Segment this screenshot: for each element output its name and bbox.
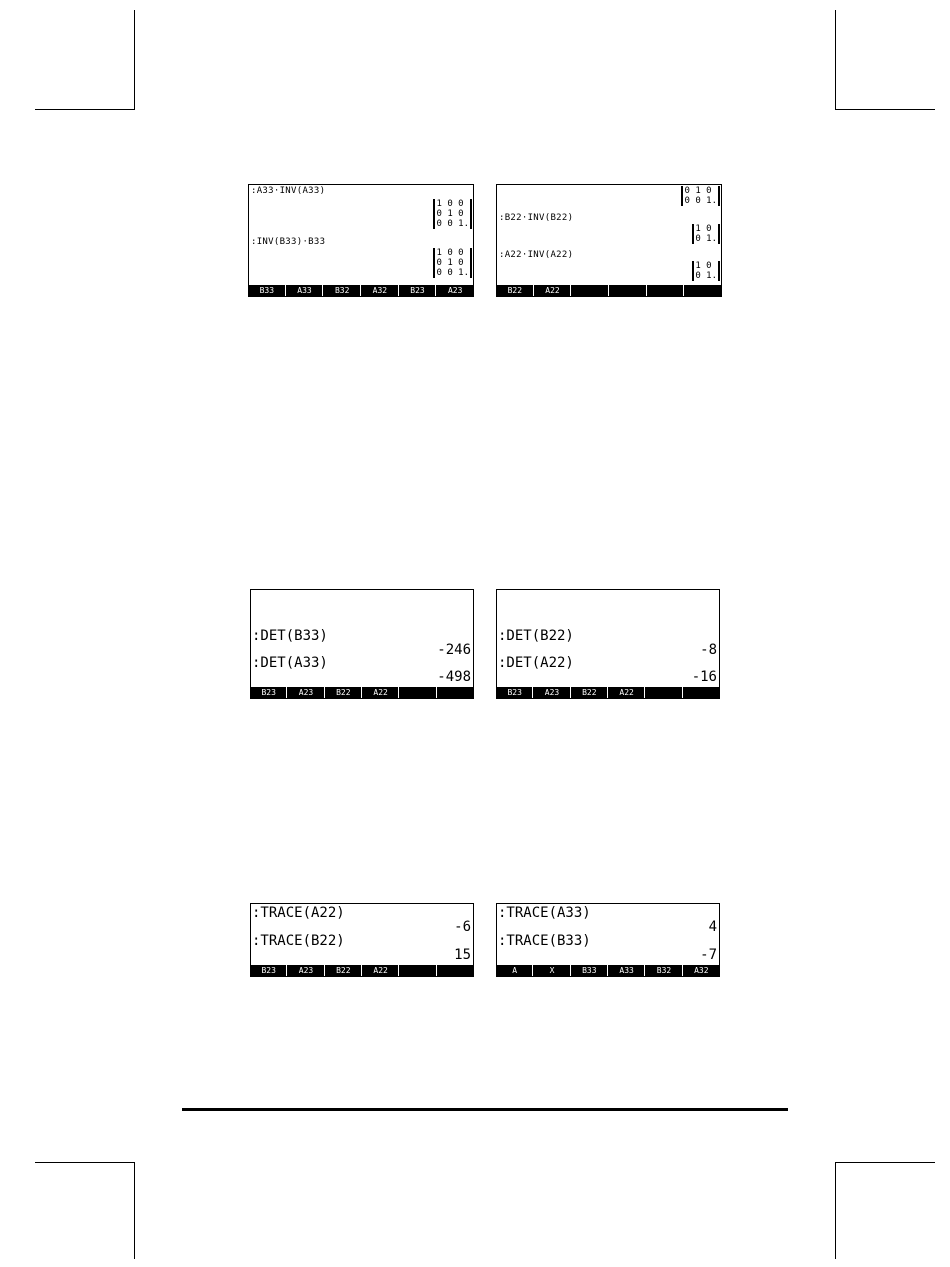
soft-menu-bar — [497, 285, 721, 296]
crop-mark-bottom-left-horizontal — [35, 1162, 135, 1163]
command-line: :INV(B33)·B33 — [251, 237, 326, 247]
crop-mark-bottom-left-vertical — [134, 1162, 135, 1259]
command-line: :A22·INV(A22) — [499, 250, 574, 260]
partial-matrix-result: 0 1 0 0 0 1. — [681, 186, 720, 206]
calculator-screen-inverse-2x2 — [496, 184, 722, 297]
command-line: :DET(B22) — [498, 628, 574, 644]
soft-key — [400, 687, 436, 698]
identity-matrix-result: 1 0 0 1. — [692, 261, 720, 281]
calculator-screen-trace-2x2 — [250, 903, 474, 977]
calculator-screen-inverse-3x3 — [248, 184, 474, 297]
command-line: :DET(B33) — [252, 628, 328, 644]
soft-key — [572, 285, 609, 296]
command-line: :DET(A22) — [498, 655, 574, 671]
soft-key: A22 — [535, 285, 572, 296]
soft-key: A23 — [288, 965, 324, 976]
soft-menu-bar — [249, 285, 473, 296]
identity-matrix-result: 1 0 0 0 1 0 0 0 1. — [433, 248, 472, 278]
soft-key: A23 — [288, 687, 324, 698]
command-line: :TRACE(A33) — [498, 905, 591, 921]
soft-key: B23 — [400, 285, 437, 296]
soft-key: B23 — [251, 965, 287, 976]
soft-key: B32 — [324, 285, 361, 296]
soft-key — [685, 285, 721, 296]
soft-key: B32 — [646, 965, 682, 976]
soft-key: B23 — [497, 687, 533, 698]
result-value: -7 — [700, 947, 717, 963]
calculator-screen-det-3x3 — [250, 589, 474, 699]
result-value: -16 — [691, 669, 717, 685]
soft-key: A22 — [363, 965, 399, 976]
calculator-screen-det-2x2 — [496, 589, 720, 699]
soft-key: A22 — [609, 687, 645, 698]
crop-mark-bottom-right-horizontal — [835, 1162, 935, 1163]
identity-matrix-result: 1 0 0 1. — [692, 224, 720, 244]
result-value: 15 — [454, 947, 471, 963]
soft-key: X — [534, 965, 570, 976]
crop-mark-top-right-vertical — [835, 10, 836, 109]
calculator-screen-trace-3x3 — [496, 903, 720, 977]
soft-key: B22 — [497, 285, 534, 296]
crop-mark-top-right-horizontal — [835, 109, 935, 110]
soft-key — [646, 687, 682, 698]
soft-key — [610, 285, 647, 296]
soft-key — [438, 965, 473, 976]
result-value: -498 — [437, 669, 471, 685]
soft-key: B22 — [572, 687, 608, 698]
command-line: :TRACE(B22) — [252, 933, 345, 949]
soft-key: A23 — [447, 286, 463, 295]
soft-key: B33 — [572, 965, 608, 976]
command-line: :B22·INV(B22) — [499, 213, 574, 223]
soft-key — [438, 687, 473, 698]
result-value: -6 — [454, 919, 471, 935]
soft-key: B33 — [249, 285, 286, 296]
soft-key: B22 — [326, 965, 362, 976]
soft-key — [400, 965, 436, 976]
footer-rule — [182, 1108, 788, 1111]
command-line: :A33·INV(A33) — [251, 186, 326, 196]
soft-menu-bar — [251, 687, 473, 698]
crop-mark-bottom-right-vertical — [835, 1162, 836, 1259]
result-value: -8 — [700, 642, 717, 658]
soft-menu-bar — [497, 687, 719, 698]
command-line: :TRACE(B33) — [498, 933, 591, 949]
soft-key: A32 — [362, 285, 399, 296]
soft-menu-bar — [497, 965, 719, 976]
soft-key: A23 — [534, 687, 570, 698]
soft-menu-bar — [251, 965, 473, 976]
soft-key: A22 — [363, 687, 399, 698]
result-value: -246 — [437, 642, 471, 658]
command-line: :DET(A33) — [252, 655, 328, 671]
result-value: 4 — [708, 919, 717, 935]
identity-matrix-result: 1 0 0 0 1 0 0 0 1. — [433, 199, 472, 229]
soft-key: A33 — [609, 965, 645, 976]
soft-key: A33 — [287, 285, 324, 296]
crop-mark-top-left-vertical — [134, 10, 135, 109]
command-line: :TRACE(A22) — [252, 905, 345, 921]
soft-key: B22 — [326, 687, 362, 698]
soft-key: B23 — [251, 687, 287, 698]
soft-key — [684, 687, 719, 698]
soft-key — [648, 285, 685, 296]
soft-key: A — [497, 965, 533, 976]
crop-mark-top-left-horizontal — [35, 109, 135, 110]
soft-key: A32 — [694, 966, 709, 975]
